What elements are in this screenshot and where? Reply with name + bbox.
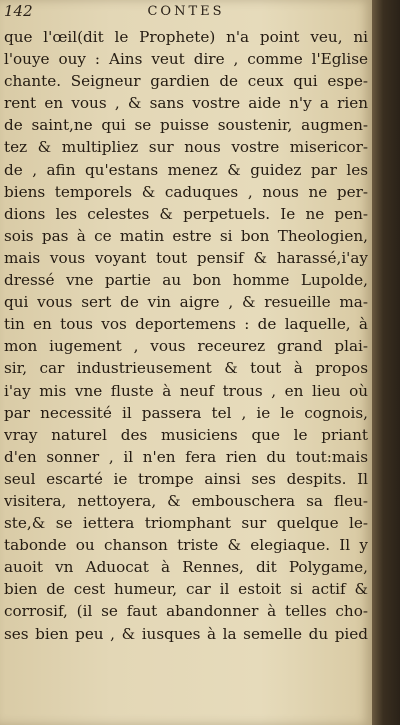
text-line: que l'œil(dit le Prophete) n'a point veu, ni — [4, 28, 368, 46]
text-line: tin en tous vos deportemens : de laquelle, à — [4, 315, 368, 334]
text-line: i'ay mis vne fluste à neuf trous , en lieu où — [4, 381, 368, 400]
text-line: tabonde ou chanson triste & elegiaque. Il y — [4, 536, 368, 555]
text-line: qui vous sert de vin aigre , & resueille ma- — [4, 293, 368, 312]
text-line: ste,& se iettera triomphant sur quelque le- — [4, 514, 368, 533]
body-text — [4, 26, 368, 645]
text-line: chante. Seigneur gardien de ceux qui espe- — [4, 72, 368, 91]
text-line: l'ouye ouy : Ains veut dire , comme l'Eglise — [4, 50, 368, 69]
text-line: d'en sonner , il n'en fera rien du tout:mais — [4, 447, 368, 466]
text-line: visitera, nettoyera, & embouschera sa fleu- — [4, 491, 368, 510]
text-line: de , afin qu'estans menez & guidez par les — [4, 160, 368, 179]
text-line: ses bien peu , & iusques à la semelle du pied — [4, 624, 368, 643]
text-line: rent en vous , & sans vostre aide n'y a rien — [4, 94, 368, 113]
page-header — [4, 2, 368, 24]
text-line: dressé vne partie au bon homme Lupolde, — [4, 271, 368, 290]
text-line: bien de cest humeur, car il estoit si actif & — [4, 580, 368, 599]
text-line: sois pas à ce matin estre si bon Theologien, — [4, 226, 368, 245]
text-line: de saint,ne qui se puisse soustenir, augmen- — [4, 116, 368, 135]
running-head: CONTES — [147, 4, 225, 19]
binding-shadow — [372, 0, 400, 725]
text-line: seul escarté ie trompe ainsi ses despits. Il — [4, 469, 368, 488]
text-line: corrosif, (il se faut abandonner à telles cho- — [4, 602, 368, 621]
text-line: auoit vn Aduocat à Rennes, dit Polygame, — [4, 558, 368, 577]
text-line: par necessité il passera tel , ie le cognois, — [4, 403, 368, 422]
page-number: 142 — [4, 2, 33, 20]
text-line: tez & multipliez sur nous vostre misericor- — [4, 138, 368, 157]
text-line: vray naturel des musiciens que le priant — [4, 425, 368, 444]
text-line: mais vous voyant tout pensif & harassé,i'ay — [4, 248, 368, 267]
text-line: dions les celestes & perpetuels. Ie ne pen- — [4, 204, 368, 223]
text-line: sir, car industrieusement & tout à propos — [4, 359, 368, 378]
text-line: biens temporels & caduques , nous ne per- — [4, 182, 368, 201]
text-line: mon iugement , vous receurez grand plai- — [4, 337, 368, 356]
